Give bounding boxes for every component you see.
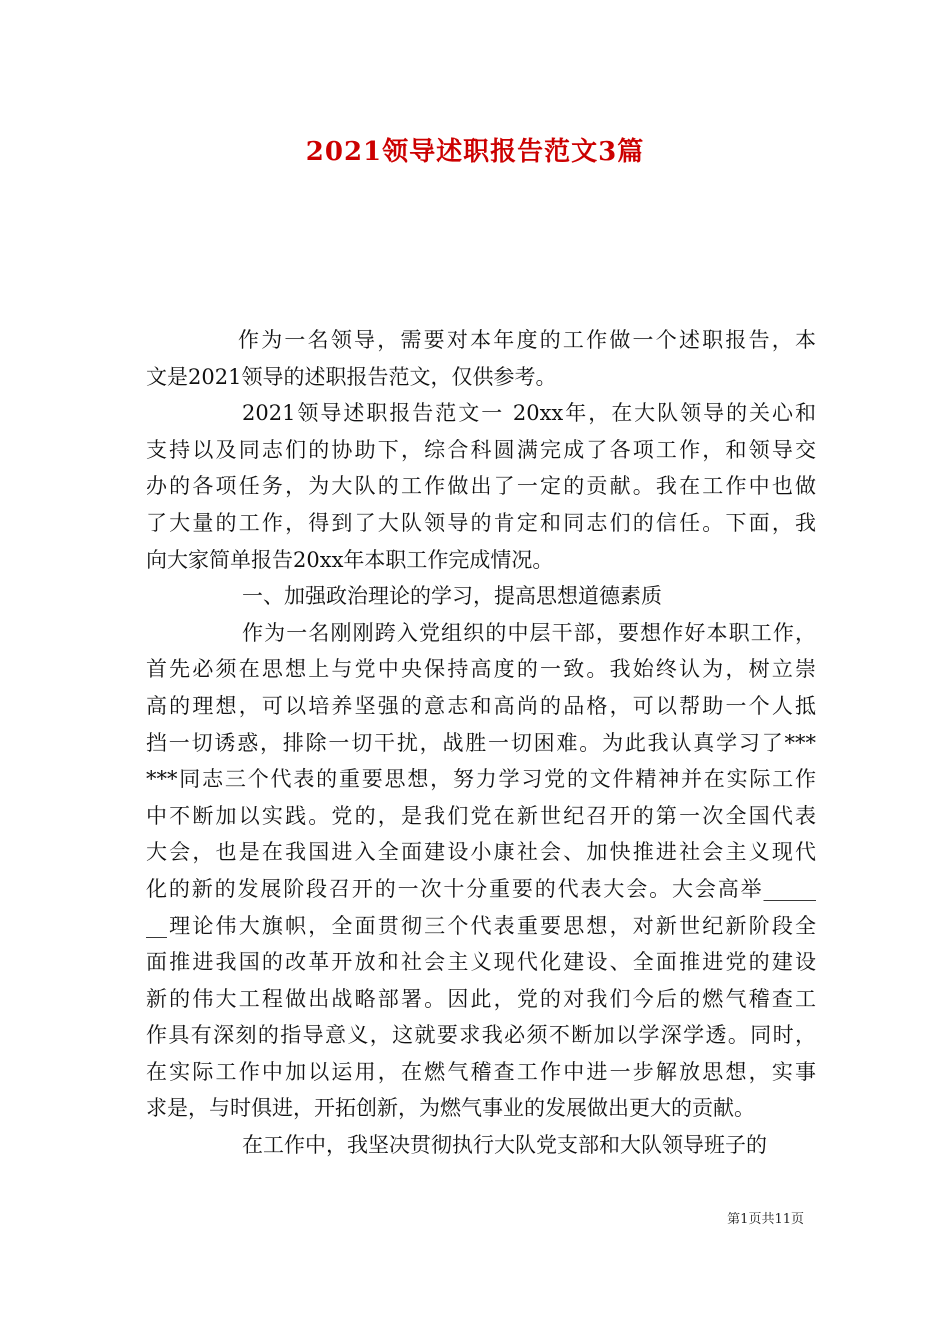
paragraph-line: 高的理想，可以培养坚强的意志和高尚的品格，可以帮助一个人抵 [146,693,816,718]
section-heading: 一、加强政治理论的学习，提高思想道德素质 [242,584,662,609]
paragraph-line: 新的伟大工程做出战略部署。因此，党的对我们今后的燃气稽查工 [146,986,816,1011]
paragraph-line: 文是2021领导的述职报告范文，仅供参考。 [146,364,557,389]
paragraph-line: 大会，也是在我国进入全面建设小康社会、加快推进社会主义现代 [146,840,816,865]
document-title: 2021领导述职报告范文3篇 [305,137,645,167]
paragraph-line: ***同志三个代表的重要思想，努力学习党的文件精神并在实际工作 [146,767,816,792]
paragraph-line: 支持以及同志们的协助下，综合科圆满完成了各项工作，和领导交 [146,437,816,462]
paragraph-line: 面推进我国的改革开放和社会主义现代化建设、全面推进党的建设 [146,950,816,975]
paragraph-line: 求是，与时俱进，开拓创新，为燃气事业的发展做出更大的贡献。 [146,1096,755,1121]
paragraph-line: 中不断加以实践。党的，是我们党在新世纪召开的第一次全国代表 [146,803,816,828]
document-body [146,322,816,1164]
paragraph-line: 在实际工作中加以运用，在燃气稽查工作中进一步解放思想，实事 [146,1059,816,1084]
paragraph-line: 向大家简单报告20xx年本职工作完成情况。 [146,547,554,572]
paragraph-line: 化的新的发展阶段召开的一次十分重要的代表大会。大会高举_____ [146,876,816,901]
paragraph-line: 作具有深刻的指导意义，这就要求我必须不断加以学深学透。同时， [146,1023,816,1048]
paragraph-line: 办的各项任务，为大队的工作做出了一定的贡献。我在工作中也做 [146,474,816,499]
paragraph-line: 作为一名刚刚跨入党组织的中层干部，要想作好本职工作， [242,620,816,645]
paragraph-line: __理论伟大旗帜，全面贯彻三个代表重要思想，对新世纪新阶段全 [146,913,816,938]
paragraph-line: 2021领导述职报告范文一 20xx年，在大队领导的关心和 [242,401,816,426]
paragraph-line: 在工作中，我坚决贯彻执行大队党支部和大队领导班子的 [242,1133,767,1158]
paragraph-line: 了大量的工作，得到了大队领导的肯定和同志们的信任。下面，我 [146,510,816,535]
paragraph-line: 首先必须在思想上与党中央保持高度的一致。我始终认为，树立崇 [146,657,816,682]
paragraph-line: 作为一名领导，需要对本年度的工作做一个述职报告，本 [238,328,816,352]
page-number: 第1页共11页 [727,1212,804,1227]
paragraph-line: 挡一切诱惑，排除一切干扰，战胜一切困难。为此我认真学习了*** [146,730,816,755]
